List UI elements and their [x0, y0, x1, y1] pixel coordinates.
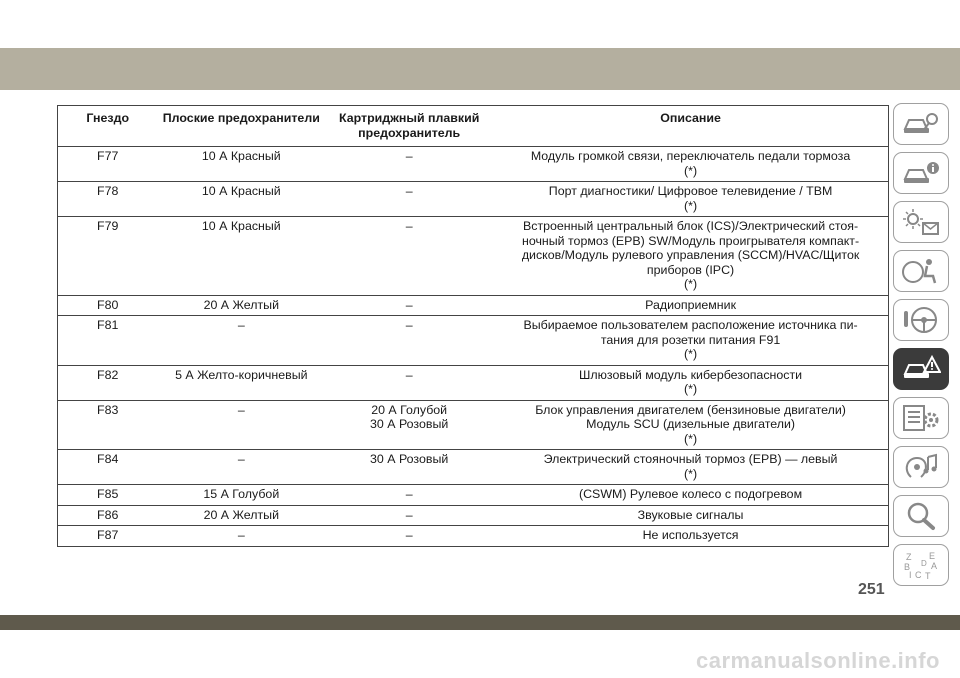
svg-text:T: T — [925, 571, 931, 580]
cell-blade-fuse: 10 А Красный — [157, 217, 325, 296]
car-key-icon — [901, 109, 941, 139]
cell-blade-fuse: – — [157, 400, 325, 450]
cell-slot: F86 — [58, 505, 158, 526]
cell-slot: F82 — [58, 365, 158, 400]
header-slot: Гнездо — [58, 106, 158, 147]
cell-slot: F84 — [58, 450, 158, 485]
tab-search[interactable] — [893, 495, 949, 537]
cell-cartridge-fuse: – — [325, 316, 493, 366]
cell-slot: F77 — [58, 147, 158, 182]
watermark: carmanualsonline.info — [696, 648, 940, 673]
car-emergency-icon — [901, 354, 941, 384]
tab-driving[interactable] — [893, 299, 949, 341]
cell-blade-fuse: – — [157, 526, 325, 547]
table-row — [58, 295, 889, 316]
cell-cartridge-fuse: – — [325, 365, 493, 400]
table-header-row — [58, 106, 889, 147]
cell-description: Встроенный центральный блок (ICS)/Электрический стоя- ночный тормоз (EPB) SW/Модуль проигрывателя компакт- дисков/Модуль рулевого управления (SCCM)/HVAC/Щиток приборов (IPC) (*) — [493, 217, 888, 296]
cell-blade-fuse: 20 А Желтый — [157, 505, 325, 526]
cell-description: Не используется — [493, 526, 888, 547]
cell-slot: F87 — [58, 526, 158, 547]
svg-text:B: B — [904, 562, 911, 572]
tab-emergency[interactable] — [893, 348, 949, 390]
cell-blade-fuse: 10 А Красный — [157, 182, 325, 217]
header-band — [0, 48, 960, 90]
cell-cartridge-fuse: 30 А Розовый — [325, 450, 493, 485]
cell-description: Шлюзовый модуль кибербезопасности (*) — [493, 365, 888, 400]
tab-vehicle-keys[interactable] — [893, 103, 949, 145]
tab-warning-lights[interactable] — [893, 201, 949, 243]
cell-cartridge-fuse: – — [325, 182, 493, 217]
cell-description: Радиоприемник — [493, 295, 888, 316]
cell-blade-fuse: – — [157, 316, 325, 366]
fuse-table — [57, 105, 889, 547]
tab-multimedia[interactable] — [893, 446, 949, 488]
table-row — [58, 450, 889, 485]
airbag-seat-icon — [901, 256, 941, 286]
page-number: 251 — [858, 581, 885, 598]
cell-description: Звуковые сигналы — [493, 505, 888, 526]
cell-description: Порт диагностики/ Цифровое телевидение / ТВМ (*) — [493, 182, 888, 217]
chapter-tabs — [893, 103, 951, 593]
cell-cartridge-fuse: – — [325, 485, 493, 506]
tab-vehicle-info[interactable] — [893, 152, 949, 194]
table-row — [58, 147, 889, 182]
cell-description: Блок управления двигателем (бензиновые двигатели) Модуль SCU (дизельные двигатели) (*) — [493, 400, 888, 450]
service-gear-icon — [901, 403, 941, 433]
tab-service[interactable] — [893, 397, 949, 439]
cell-blade-fuse: 15 А Голубой — [157, 485, 325, 506]
svg-text:Z: Z — [906, 552, 912, 562]
cell-slot: F85 — [58, 485, 158, 506]
cell-blade-fuse: – — [157, 450, 325, 485]
cell-cartridge-fuse: 20 А Голубой 30 А Розовый — [325, 400, 493, 450]
cell-slot: F83 — [58, 400, 158, 450]
table-row — [58, 400, 889, 450]
header-blade-fuse: Плоские предохранители — [157, 106, 325, 147]
car-info-icon — [901, 158, 941, 188]
svg-text:A: A — [931, 561, 938, 571]
search-icon — [901, 501, 941, 531]
tab-index[interactable] — [893, 544, 949, 586]
header-cartridge-fuse: Картриджный плавкий предохранитель — [325, 106, 493, 147]
cell-description: Электрический стояночный тормоз (EPB) — левый (*) — [493, 450, 888, 485]
table-row — [58, 505, 889, 526]
table-row — [58, 217, 889, 296]
svg-text:I: I — [909, 570, 912, 580]
table-row — [58, 365, 889, 400]
table-row — [58, 526, 889, 547]
cell-cartridge-fuse: – — [325, 295, 493, 316]
cell-description: Выбираемое пользователем расположение источника пи- тания для розетки питания F91 (*) — [493, 316, 888, 366]
cell-blade-fuse: 5 А Желто-коричневый — [157, 365, 325, 400]
cell-blade-fuse: 20 А Желтый — [157, 295, 325, 316]
table-row — [58, 182, 889, 217]
cell-cartridge-fuse: – — [325, 526, 493, 547]
cell-cartridge-fuse: – — [325, 505, 493, 526]
tab-safety[interactable] — [893, 250, 949, 292]
table-row — [58, 316, 889, 366]
svg-text:D: D — [921, 559, 927, 568]
header-description: Описание — [493, 106, 888, 147]
cell-slot: F80 — [58, 295, 158, 316]
index-letters-icon — [901, 550, 941, 580]
cell-description: Модуль громкой связи, переключатель педали тормоза (*) — [493, 147, 888, 182]
steering-wheel-icon — [901, 305, 941, 335]
cell-blade-fuse: 10 А Красный — [157, 147, 325, 182]
cell-slot: F79 — [58, 217, 158, 296]
cell-slot: F81 — [58, 316, 158, 366]
cell-slot: F78 — [58, 182, 158, 217]
cell-cartridge-fuse: – — [325, 217, 493, 296]
footer-band — [0, 615, 960, 630]
table-body — [58, 147, 889, 547]
table-row — [58, 485, 889, 506]
svg-text:C: C — [915, 570, 922, 580]
cell-description: (CSWM) Рулевое колесо с подогревом — [493, 485, 888, 506]
svg-text:E: E — [929, 551, 936, 561]
cell-cartridge-fuse: – — [325, 147, 493, 182]
warning-lights-icon — [901, 207, 941, 237]
multimedia-icon — [901, 452, 941, 482]
